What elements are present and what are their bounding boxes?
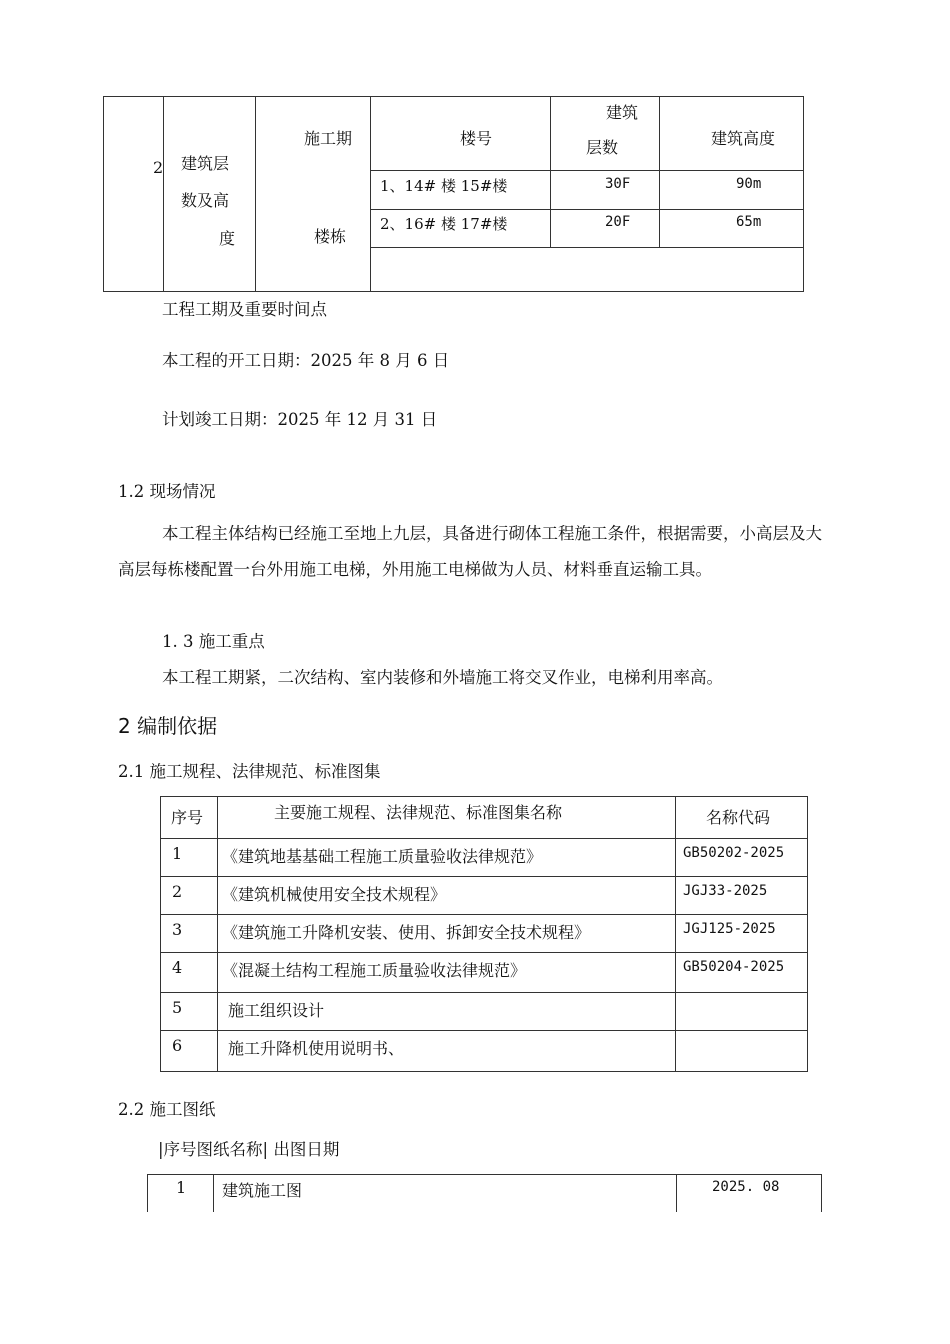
- std-row-2-code: JGJ33-2025: [683, 883, 768, 899]
- site-body: 本工程主体结构已经施工至地上九层，具备进行砌体工程施工条件，根据需要，小高层及大高层每栋楼配置一台外用施工电梯，外用施工电梯做为人员、材料垂直运输工具。: [118, 524, 822, 579]
- header-height: 建筑高度: [711, 129, 776, 148]
- std-row-4-name: 《混凝土结构工程施工质量验收法律规范》: [222, 961, 527, 980]
- schedule-title: 工程工期及重要时间点: [162, 300, 327, 319]
- std-row-4-no: 4: [172, 958, 183, 977]
- std-row-5-name: 施工组织设计: [228, 1001, 325, 1020]
- std-row-3-no: 3: [172, 920, 183, 939]
- row-2-floors: 20F: [605, 214, 631, 230]
- drawings-heading: 2.2 施工图纸: [118, 1100, 216, 1119]
- row-1-height: 90m: [736, 176, 762, 192]
- row-1-building: 1、14# 楼 15#楼: [380, 177, 508, 195]
- std-row-1-name: 《建筑地基基础工程施工质量验收法律规范》: [222, 847, 543, 866]
- std-row-3-code: JGJ125-2025: [683, 921, 776, 937]
- drawing-row-1-no: 1: [176, 1178, 187, 1197]
- std-row-5-no: 5: [172, 998, 183, 1017]
- std-row-1-no: 1: [172, 844, 183, 863]
- col-header-no: 序号: [171, 808, 204, 827]
- std-row-3-name: 《建筑施工升降机安装、使用、拆卸安全技术规程》: [222, 923, 591, 942]
- site-paragraph: [118, 516, 838, 588]
- drawings-header-line: |序号图纸名称| 出图日期: [158, 1140, 340, 1159]
- header-period: 施工期: [304, 129, 353, 148]
- row-2-height: 65m: [736, 214, 762, 230]
- group-label: 楼栋: [314, 227, 347, 246]
- std-row-1-code: GB50202-2025: [683, 845, 785, 861]
- row-2-building: 2、16# 楼 17#楼: [380, 215, 508, 233]
- site-heading: 1.2 现场情况: [118, 482, 216, 501]
- drawing-row-1-date: 2025. 08: [712, 1179, 780, 1195]
- category-line-3: 度: [219, 229, 236, 248]
- col-header-name: 主要施工规程、法律规范、标准图集名称: [274, 803, 563, 822]
- std-row-2-name: 《建筑机械使用安全技术规程》: [222, 885, 447, 904]
- std-row-4-code: GB50204-2025: [683, 959, 785, 975]
- category-line-2: 数及高: [181, 191, 230, 210]
- header-building: 楼号: [460, 129, 493, 148]
- focus-body: 本工程工期紧，二次结构、室内装修和外墙施工将交叉作业，电梯利用率高。: [162, 668, 723, 687]
- drawing-row-1-name: 建筑施工图: [222, 1181, 303, 1200]
- finish-date: 计划竣工日期：2025 年 12 月 31 日: [162, 410, 438, 429]
- category-line-1: 建筑层: [181, 154, 230, 173]
- row-number: 2: [153, 158, 164, 177]
- focus-heading: 1. 3 施工重点: [162, 632, 265, 651]
- std-row-6-name: 施工升降机使用说明书、: [228, 1039, 405, 1058]
- row-1-floors: 30F: [605, 176, 631, 192]
- std-row-6-no: 6: [172, 1036, 183, 1055]
- header-floors-line-2: 层数: [586, 138, 619, 157]
- header-floors-line-1: 建筑: [606, 103, 639, 122]
- start-date: 本工程的开工日期：2025 年 8 月 6 日: [162, 351, 450, 370]
- std-row-2-no: 2: [172, 882, 183, 901]
- basis-sub-heading: 2.1 施工规程、法律规范、标准图集: [118, 762, 381, 781]
- basis-heading: 2 编制依据: [118, 714, 218, 738]
- col-header-code: 名称代码: [706, 808, 771, 827]
